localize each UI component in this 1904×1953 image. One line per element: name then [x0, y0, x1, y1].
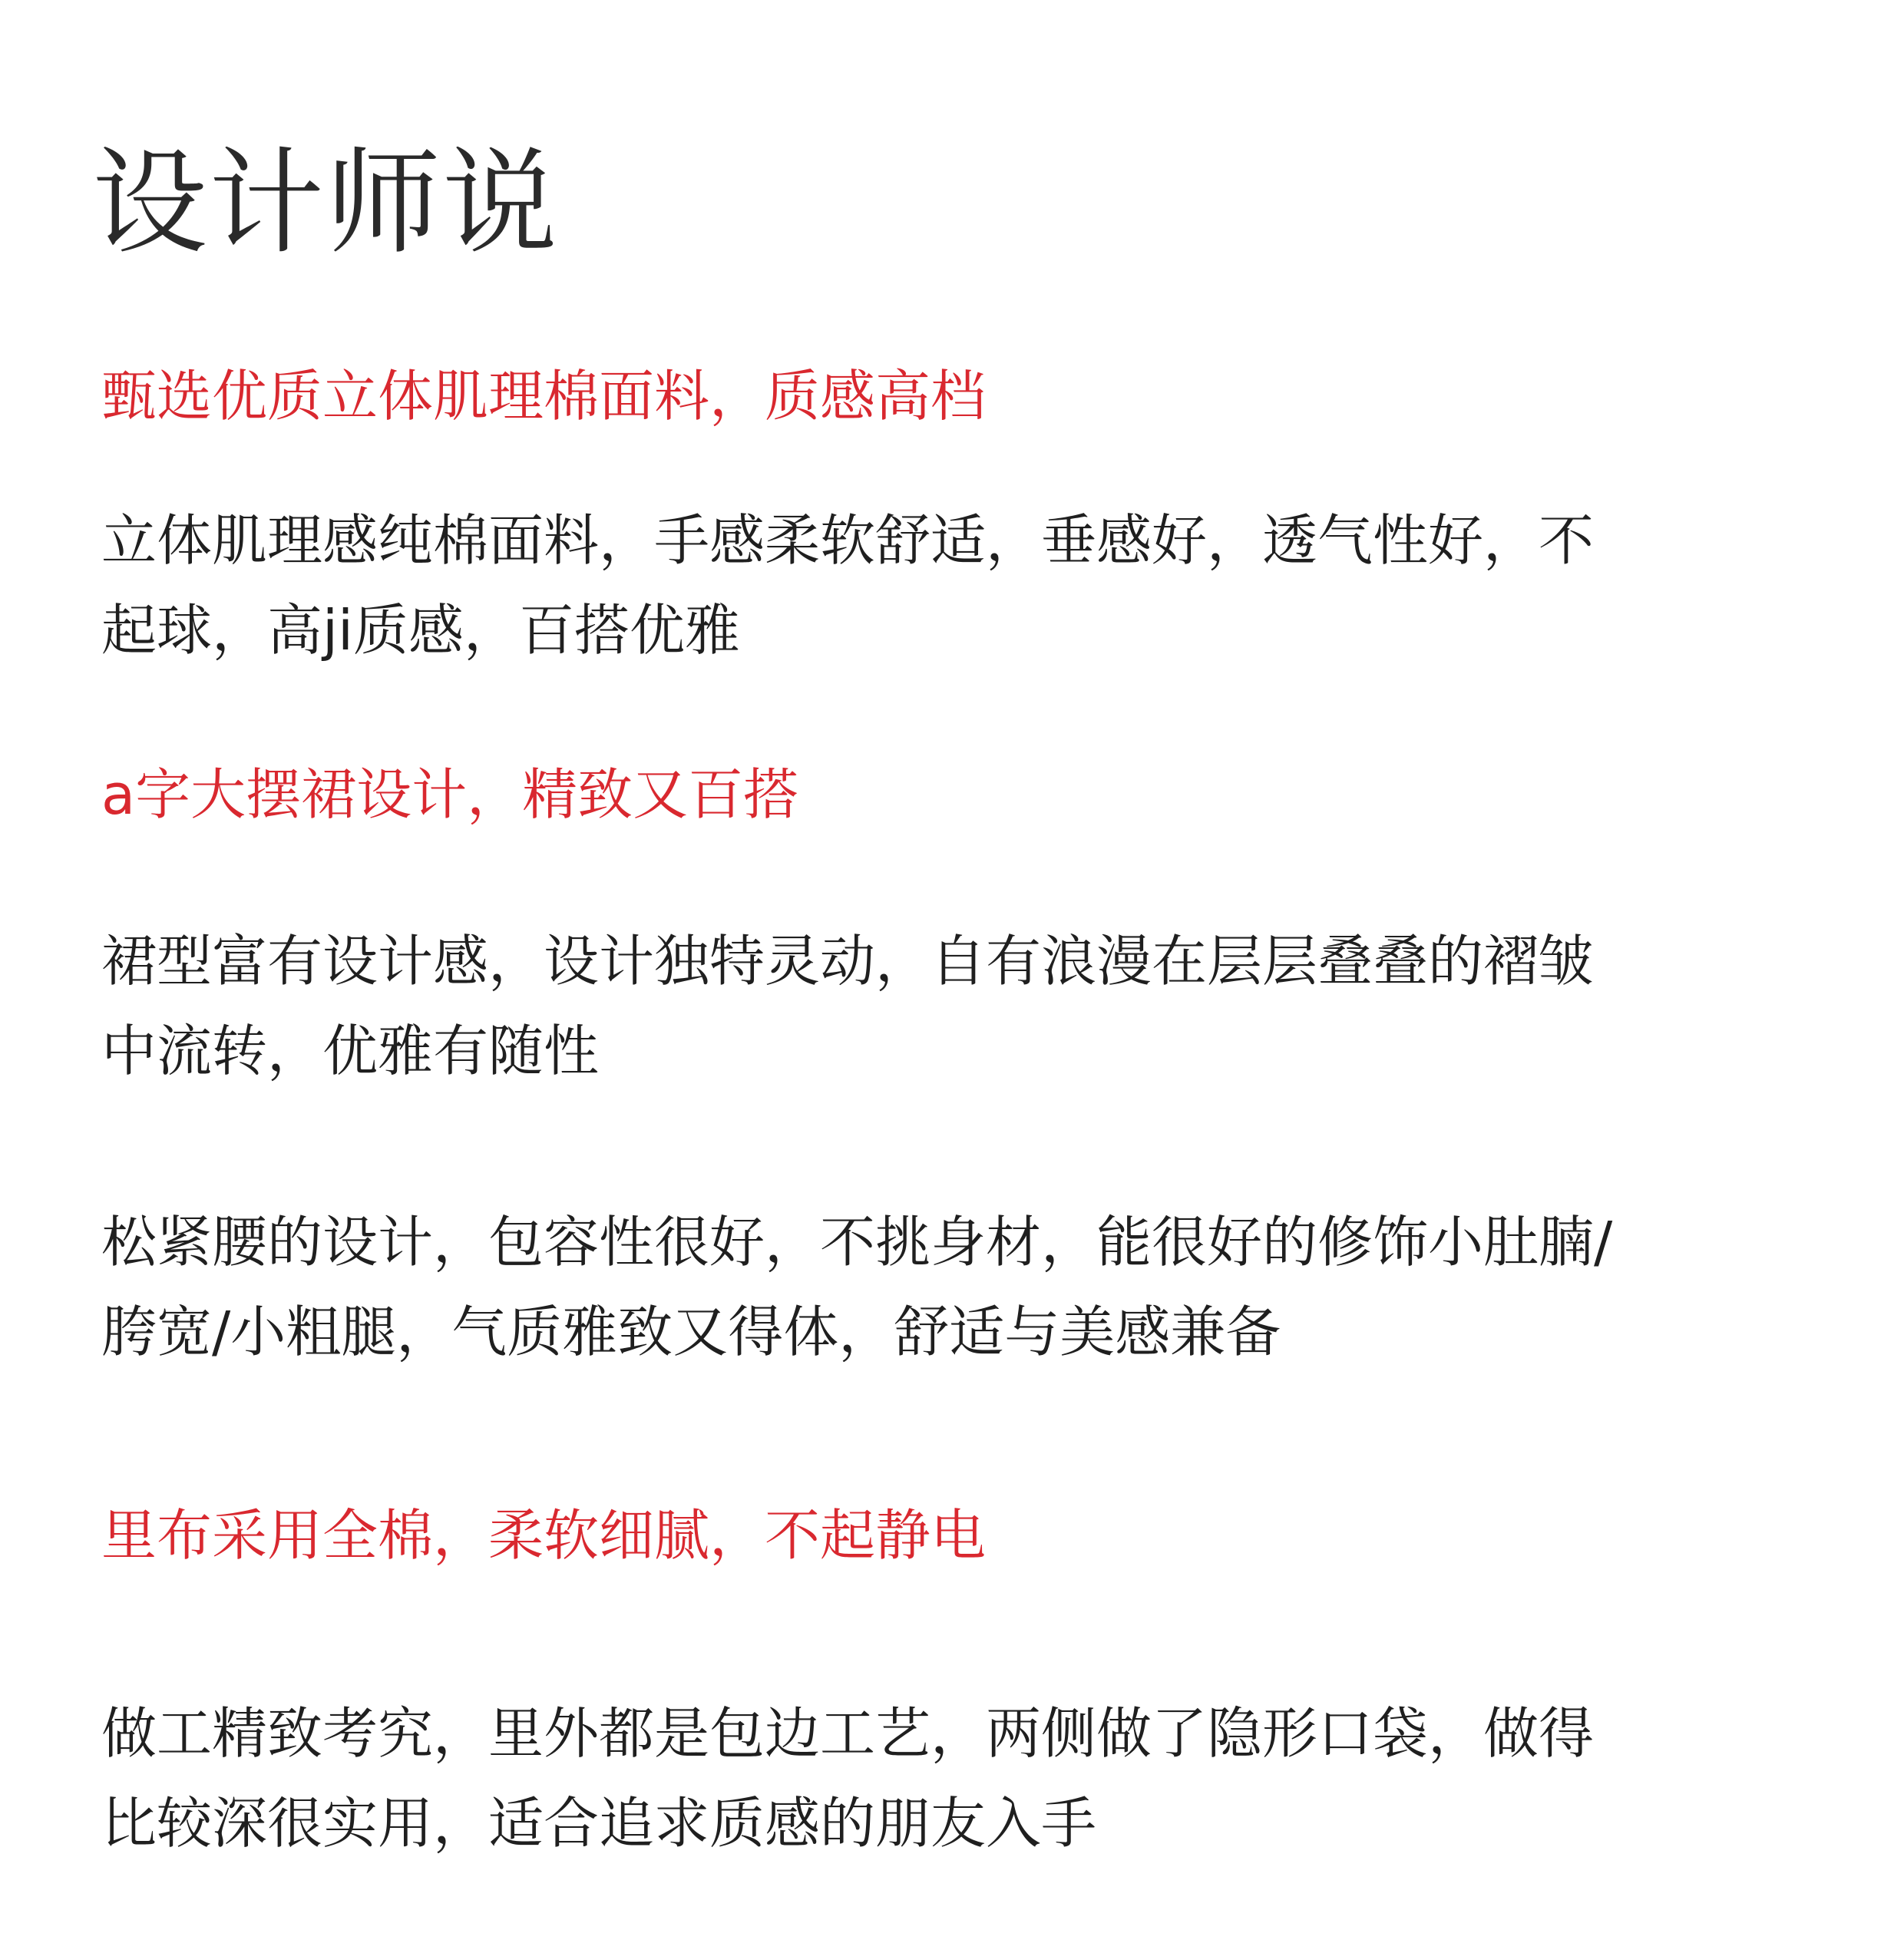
paragraph-line: 比较深很实用，适合追求质感的朋友入手	[101, 1791, 1097, 1856]
paragraph-line: 起球，高ji质感，百搭优雅	[101, 598, 741, 663]
section-heading-fabric: 甄选优质立体肌理棉面料，质感高档	[101, 364, 987, 428]
paragraph-line: 中流转，优雅有随性	[101, 1019, 600, 1083]
paragraph-elastic-waist	[101, 1198, 1813, 1377]
paragraph-line: 立体肌理感纯棉面料，手感柔软舒适，垂感好，透气性好，不	[101, 508, 1595, 573]
paragraph-craftsmanship	[101, 1689, 1813, 1869]
section-heading-lining: 里布采用全棉，柔软细腻，不起静电	[101, 1503, 987, 1568]
section-heading-skirt-design: a字大摆裙设计，精致又百搭	[101, 762, 799, 827]
paragraph-line: 胯宽/小粗腿，气质雅致又得体，舒适与美感兼备	[101, 1300, 1281, 1364]
page-title: 设计师说	[92, 137, 560, 270]
paragraph-skirt-shape	[101, 917, 1813, 1096]
paragraph-fabric	[101, 496, 1813, 676]
paragraph-line: 做工精致考究，里外都是包边工艺，两侧做了隐形口袋，做得	[101, 1701, 1595, 1766]
paragraph-line: 松紧腰的设计，包容性很好，不挑身材，能很好的修饰小肚腩/	[101, 1210, 1613, 1274]
paragraph-line: 裙型富有设计感，设计独特灵动，自有浪漫在层层叠叠的褶皱	[101, 929, 1595, 993]
